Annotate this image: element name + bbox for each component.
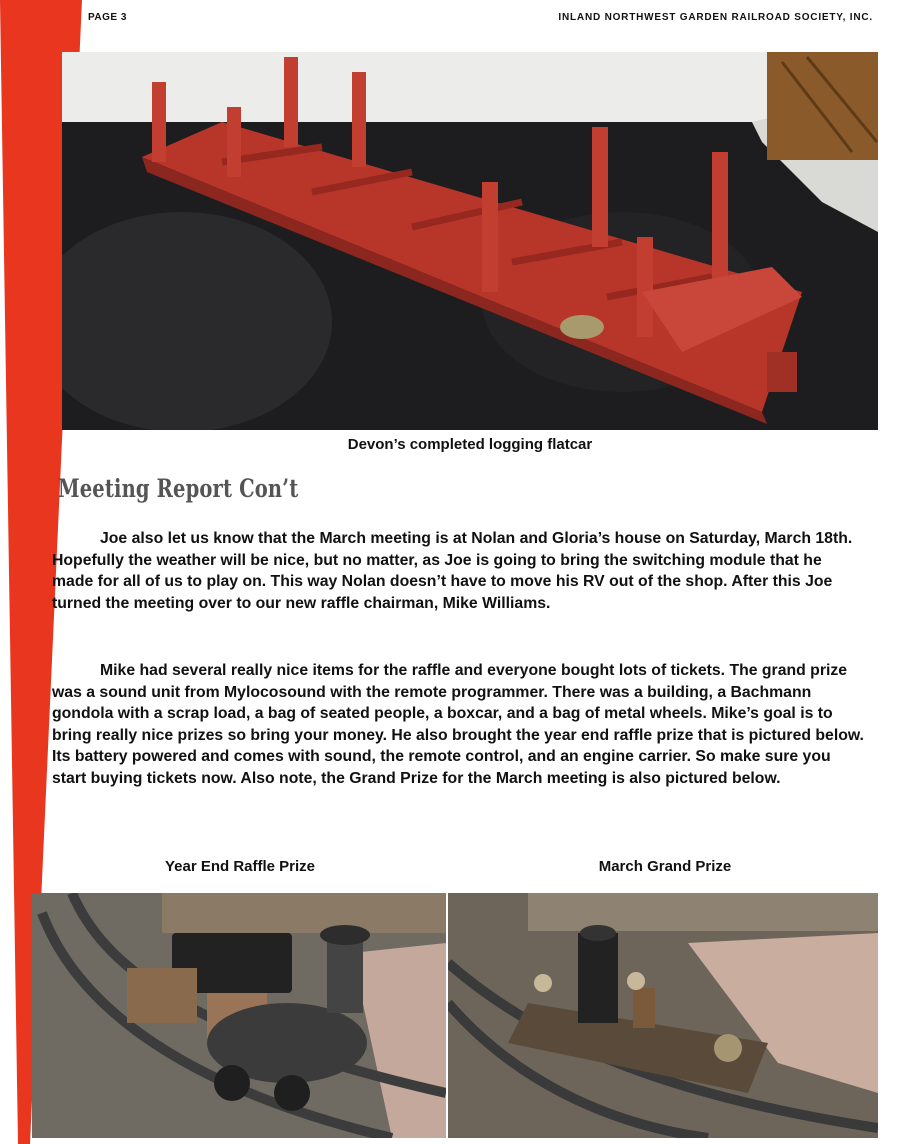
organization-header: INLAND NORTHWEST GARDEN RAILROAD SOCIETY, INC. [558, 12, 873, 23]
year-end-prize-photo [32, 893, 446, 1138]
paragraph-2: Mike had several really nice items for the raffle and everyone bought lots of tickets. The grand prize was a sound unit from Mylocosound with the remote programmer. There was a building, a Bachmann gondola with a scrap load, a bag of seated people, a boxcar, and a bag of metal wheels. Mike’s goal is to bring really nice prizes so bring your money. He also brought the year end raffle prize that is pictured below. Its battery powered and comes with sound, the remote control, and an engine carrier. So make sure you start buying tickets now. Also note, the Grand Prize for the March meeting is also pictured below. [52, 662, 864, 787]
flatcar-photo [62, 52, 878, 430]
march-prize-label: March Grand Prize [598, 858, 732, 875]
paragraph-1: Joe also let us know that the March meeting is at Nolan and Gloria’s house on Saturday, March 18th. Hopefully the weather will be nice, but no matter, as Joe is going to bring the switching module that he made for all of us to play on. This way Nolan doesn’t have to move his RV out of the shop. After this Joe turned the meeting over to our new raffle chairman, Mike Williams. [52, 530, 853, 612]
flatcar-caption: Devon’s completed logging flatcar [347, 436, 593, 453]
year-end-prize-label: Year End Raffle Prize [164, 858, 316, 875]
page-number: PAGE 3 [88, 12, 127, 23]
section-title: Meeting Report Con’t [58, 474, 299, 503]
march-grand-prize-photo [448, 893, 878, 1138]
